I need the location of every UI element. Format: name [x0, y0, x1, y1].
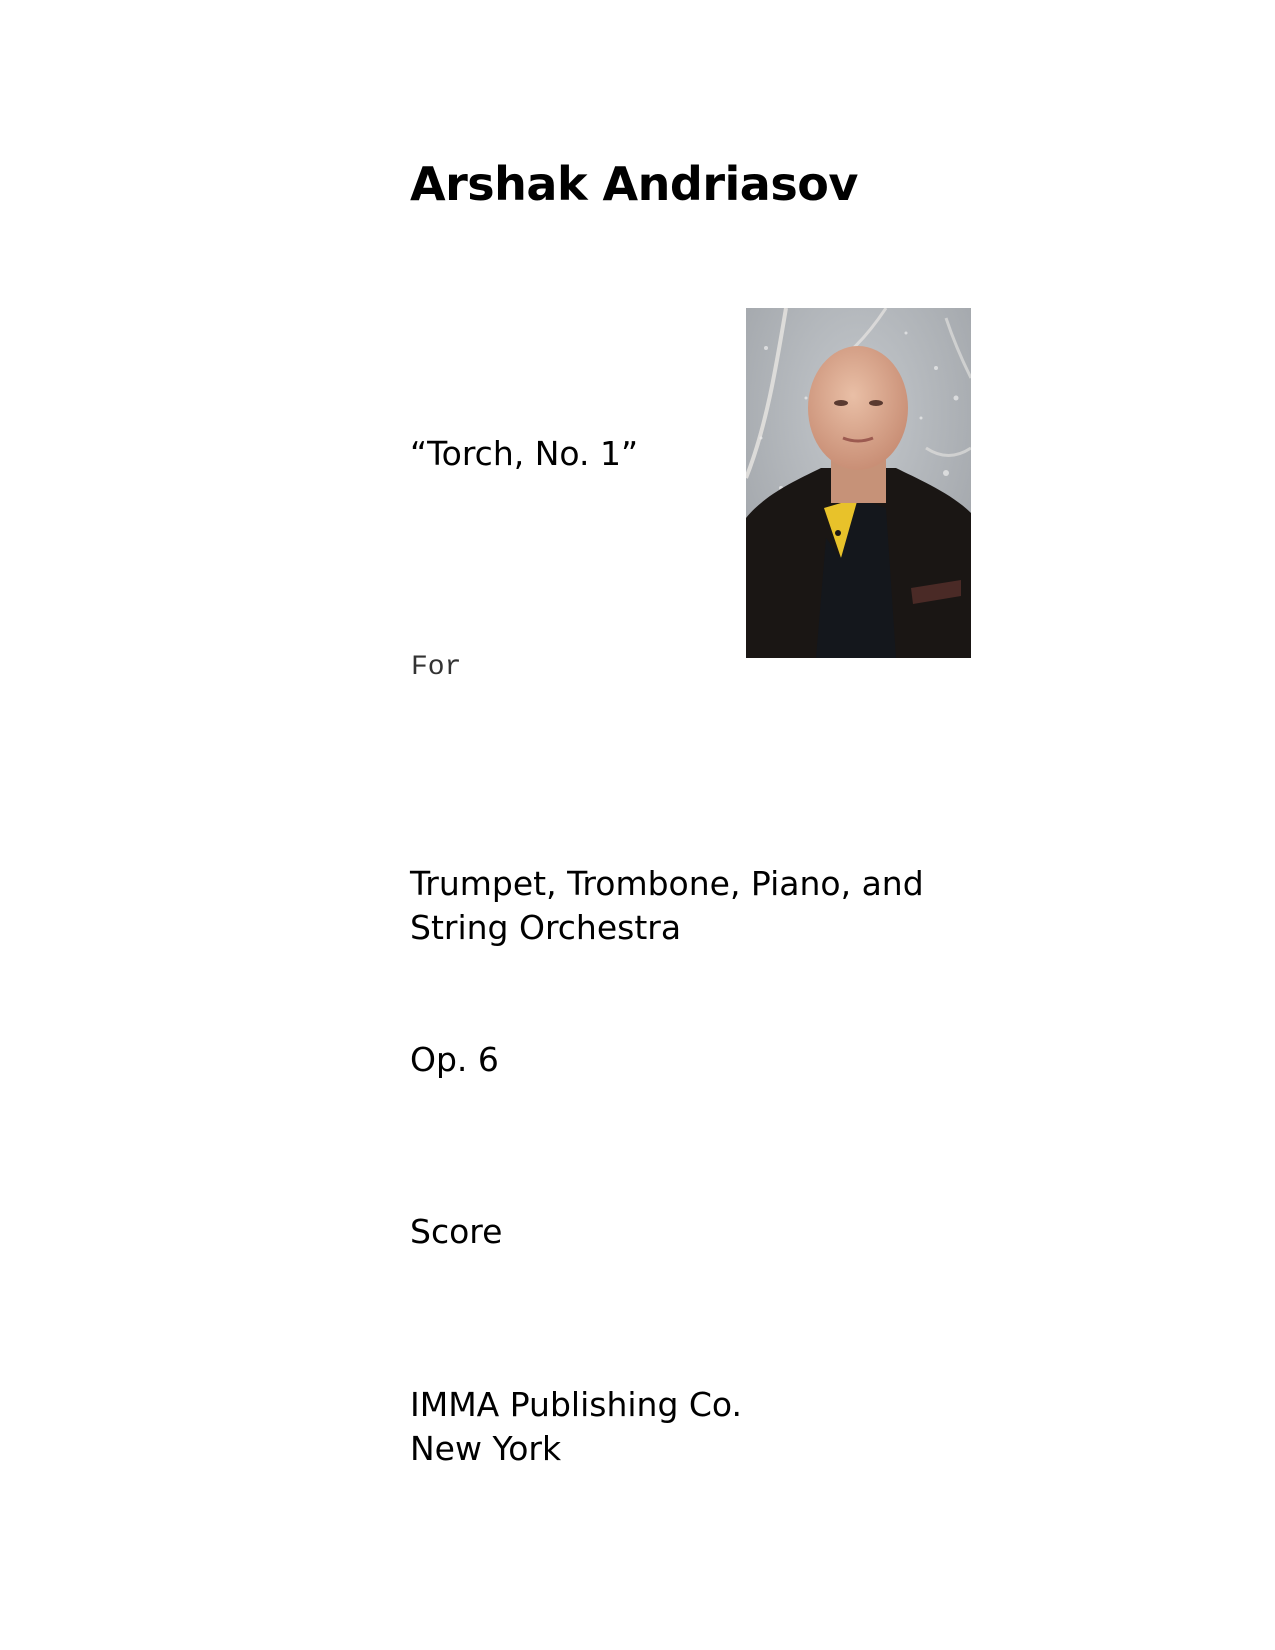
for-label: For — [411, 652, 462, 683]
opus-number: Op. 6 — [410, 1040, 499, 1079]
portrait-image — [746, 308, 971, 658]
instrumentation — [410, 862, 924, 950]
composer-name: Arshak Andriasov — [410, 157, 858, 211]
composer-photo — [746, 308, 971, 658]
publisher-city: New York — [410, 1429, 562, 1468]
publisher-block — [410, 1383, 742, 1471]
edition-label: Score — [410, 1212, 503, 1251]
publisher-name: IMMA Publishing Co. — [410, 1385, 743, 1424]
work-title: “Torch, No. 1” — [410, 434, 639, 473]
instrumentation-line-1: Trumpet, Trombone, Piano, and — [410, 864, 924, 903]
instrumentation-line-2: String Orchestra — [410, 908, 682, 947]
